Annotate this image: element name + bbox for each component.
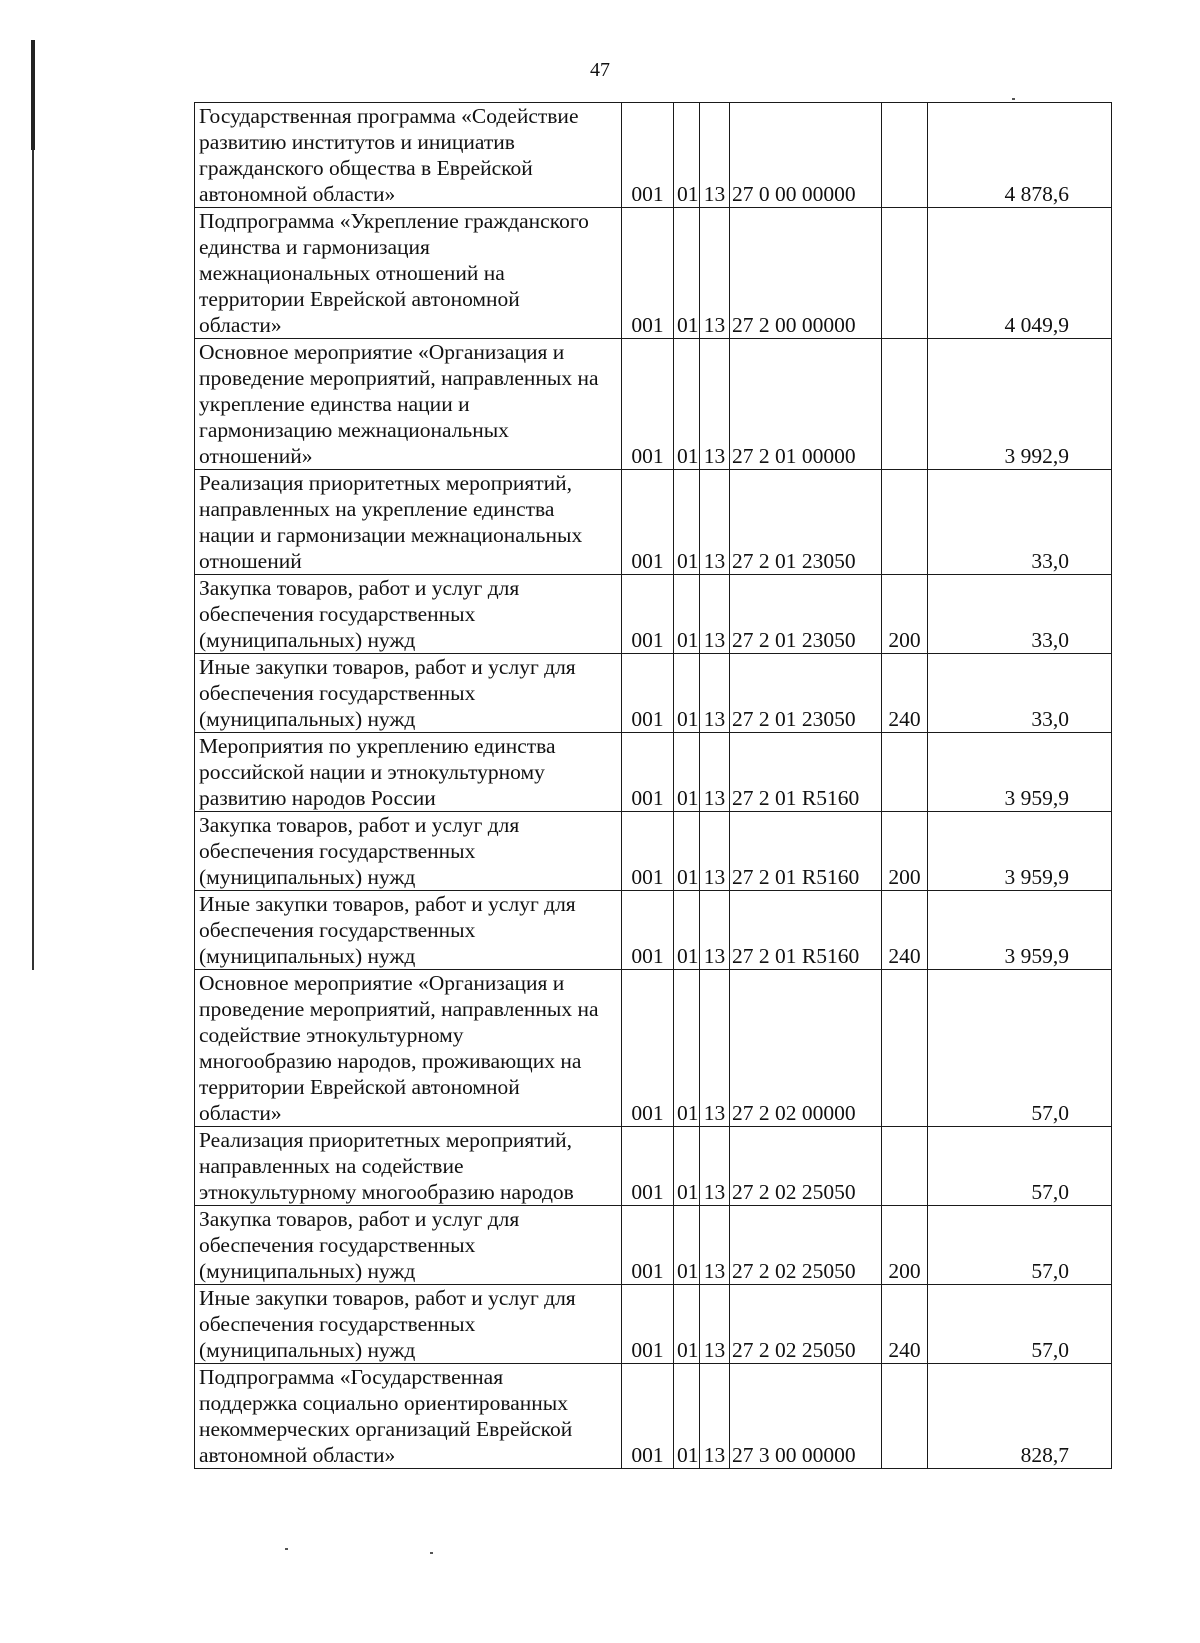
item-name-cell <box>195 103 622 208</box>
subsection-code-cell: 13 <box>700 208 730 339</box>
scan-speck <box>285 1548 288 1550</box>
section-code-cell: 01 <box>674 208 700 339</box>
expense-type-cell <box>882 470 928 575</box>
grbs-code-cell: 001 <box>622 970 674 1127</box>
grbs-code-cell: 001 <box>622 891 674 970</box>
item-name-line: обеспечения государственных <box>199 1312 476 1336</box>
item-name-cell <box>195 970 622 1127</box>
item-name-cell <box>195 1127 622 1206</box>
expense-type-cell <box>882 339 928 470</box>
expense-type-cell: 200 <box>882 1206 928 1285</box>
expense-type-cell: 200 <box>882 575 928 654</box>
item-name-line: Подпрограмма «Государственная <box>199 1365 504 1389</box>
subsection-code-cell: 13 <box>700 1127 730 1206</box>
scan-speck <box>430 1552 433 1554</box>
item-name-line: Закупка товаров, работ и услуг для <box>199 576 520 600</box>
grbs-code-cell: 001 <box>622 1364 674 1469</box>
table-row <box>195 733 1112 812</box>
amount-cell: 33,0 <box>928 575 1112 654</box>
section-code-cell: 01 <box>674 891 700 970</box>
item-name-line: направленных на содействие <box>199 1154 464 1178</box>
grbs-code-cell: 001 <box>622 812 674 891</box>
grbs-code-cell: 001 <box>622 1285 674 1364</box>
target-article-cell: 27 2 02 25050 <box>730 1206 882 1285</box>
target-article-cell: 27 2 01 00000 <box>730 339 882 470</box>
amount-cell: 57,0 <box>928 970 1112 1127</box>
target-article-cell: 27 2 01 R5160 <box>730 812 882 891</box>
table-row <box>195 1364 1112 1469</box>
table-row <box>195 103 1112 208</box>
grbs-code-cell: 001 <box>622 339 674 470</box>
subsection-code-cell: 13 <box>700 1364 730 1469</box>
scan-speck <box>1012 98 1015 100</box>
table-row <box>195 654 1112 733</box>
amount-cell: 4 878,6 <box>928 103 1112 208</box>
item-name-cell <box>195 1285 622 1364</box>
item-name-line: обеспечения государственных <box>199 839 476 863</box>
item-name-cell <box>195 208 622 339</box>
amount-cell: 828,7 <box>928 1364 1112 1469</box>
item-name-line: обеспечения государственных <box>199 1233 476 1257</box>
item-name-line: области» <box>199 1101 282 1125</box>
grbs-code-cell: 001 <box>622 733 674 812</box>
section-code-cell: 01 <box>674 1206 700 1285</box>
target-article-cell: 27 2 02 25050 <box>730 1127 882 1206</box>
item-name-line: отношений» <box>199 444 313 468</box>
target-article-cell: 27 2 00 00000 <box>730 208 882 339</box>
table-row <box>195 812 1112 891</box>
item-name-cell <box>195 1206 622 1285</box>
item-name-line: (муниципальных) нужд <box>199 944 416 968</box>
item-name-line: обеспечения государственных <box>199 918 476 942</box>
item-name-line: (муниципальных) нужд <box>199 1338 416 1362</box>
amount-cell: 3 959,9 <box>928 812 1112 891</box>
grbs-code-cell: 001 <box>622 103 674 208</box>
item-name-line: гармонизацию межнациональных <box>199 418 509 442</box>
item-name-line: Иные закупки товаров, работ и услуг для <box>199 1286 576 1310</box>
item-name-line: Подпрограмма «Укрепление гражданского <box>199 209 589 233</box>
item-name-line: этнокультурному многообразию народов <box>199 1180 574 1204</box>
expense-type-cell <box>882 1127 928 1206</box>
item-name-line: области» <box>199 313 282 337</box>
page-number: 47 <box>590 59 610 81</box>
item-name-cell <box>195 812 622 891</box>
subsection-code-cell: 13 <box>700 339 730 470</box>
item-name-line: (муниципальных) нужд <box>199 628 416 652</box>
item-name-line: Основное мероприятие «Организация и <box>199 340 565 364</box>
target-article-cell: 27 2 02 00000 <box>730 970 882 1127</box>
item-name-line: российской нации и этнокультурному <box>199 760 545 784</box>
table-row <box>195 1127 1112 1206</box>
grbs-code-cell: 001 <box>622 208 674 339</box>
amount-cell: 3 959,9 <box>928 733 1112 812</box>
item-name-line: содействие этнокультурному <box>199 1023 464 1047</box>
table-row <box>195 575 1112 654</box>
budget-table-body <box>195 103 1112 1469</box>
item-name-cell <box>195 575 622 654</box>
item-name-line: Реализация приоритетных мероприятий, <box>199 471 573 495</box>
grbs-code-cell: 001 <box>622 1127 674 1206</box>
item-name-line: укрепление единства нации и <box>199 392 470 416</box>
item-name-line: территории Еврейской автономной <box>199 1075 520 1099</box>
table-row <box>195 891 1112 970</box>
item-name-line: (муниципальных) нужд <box>199 707 416 731</box>
item-name-line: Основное мероприятие «Организация и <box>199 971 565 995</box>
subsection-code-cell: 13 <box>700 891 730 970</box>
item-name-cell <box>195 733 622 812</box>
section-code-cell: 01 <box>674 470 700 575</box>
amount-cell: 3 992,9 <box>928 339 1112 470</box>
table-row <box>195 208 1112 339</box>
target-article-cell: 27 2 01 R5160 <box>730 733 882 812</box>
amount-cell: 3 959,9 <box>928 891 1112 970</box>
item-name-line: территории Еврейской автономной <box>199 287 520 311</box>
section-code-cell: 01 <box>674 103 700 208</box>
item-name-line: развитию народов России <box>199 786 436 810</box>
subsection-code-cell: 13 <box>700 654 730 733</box>
subsection-code-cell: 13 <box>700 733 730 812</box>
amount-cell: 57,0 <box>928 1285 1112 1364</box>
scan-margin-mark <box>31 40 35 150</box>
expense-type-cell <box>882 208 928 339</box>
expense-type-cell: 240 <box>882 891 928 970</box>
item-name-line: проведение мероприятий, направленных на <box>199 997 599 1021</box>
target-article-cell: 27 2 01 23050 <box>730 575 882 654</box>
grbs-code-cell: 001 <box>622 575 674 654</box>
item-name-line: обеспечения государственных <box>199 602 476 626</box>
expense-type-cell <box>882 1364 928 1469</box>
amount-cell: 57,0 <box>928 1127 1112 1206</box>
section-code-cell: 01 <box>674 1364 700 1469</box>
item-name-line: проведение мероприятий, направленных на <box>199 366 599 390</box>
subsection-code-cell: 13 <box>700 103 730 208</box>
item-name-line: многообразию народов, проживающих на <box>199 1049 582 1073</box>
subsection-code-cell: 13 <box>700 812 730 891</box>
amount-cell: 4 049,9 <box>928 208 1112 339</box>
grbs-code-cell: 001 <box>622 470 674 575</box>
target-article-cell: 27 2 01 R5160 <box>730 891 882 970</box>
section-code-cell: 01 <box>674 812 700 891</box>
section-code-cell: 01 <box>674 654 700 733</box>
item-name-line: обеспечения государственных <box>199 681 476 705</box>
expense-type-cell: 240 <box>882 654 928 733</box>
subsection-code-cell: 13 <box>700 575 730 654</box>
expense-type-cell <box>882 103 928 208</box>
grbs-code-cell: 001 <box>622 1206 674 1285</box>
item-name-line: Иные закупки товаров, работ и услуг для <box>199 655 576 679</box>
subsection-code-cell: 13 <box>700 470 730 575</box>
target-article-cell: 27 0 00 00000 <box>730 103 882 208</box>
grbs-code-cell: 001 <box>622 654 674 733</box>
table-row <box>195 470 1112 575</box>
section-code-cell: 01 <box>674 970 700 1127</box>
item-name-line: (муниципальных) нужд <box>199 865 416 889</box>
item-name-line: некоммерческих организаций Еврейской <box>199 1417 573 1441</box>
scan-margin-line <box>32 40 34 970</box>
item-name-line: единства и гармонизация <box>199 235 430 259</box>
table-row <box>195 1206 1112 1285</box>
subsection-code-cell: 13 <box>700 970 730 1127</box>
item-name-line: Реализация приоритетных мероприятий, <box>199 1128 573 1152</box>
section-code-cell: 01 <box>674 1285 700 1364</box>
amount-cell: 33,0 <box>928 654 1112 733</box>
item-name-cell <box>195 654 622 733</box>
section-code-cell: 01 <box>674 339 700 470</box>
item-name-line: Мероприятия по укреплению единства <box>199 734 556 758</box>
table-row <box>195 339 1112 470</box>
target-article-cell: 27 2 01 23050 <box>730 470 882 575</box>
amount-cell: 33,0 <box>928 470 1112 575</box>
expense-type-cell <box>882 970 928 1127</box>
item-name-line: автономной области» <box>199 182 396 206</box>
budget-table <box>194 102 1112 1469</box>
subsection-code-cell: 13 <box>700 1206 730 1285</box>
item-name-cell <box>195 1364 622 1469</box>
item-name-line: Закупка товаров, работ и услуг для <box>199 813 520 837</box>
expense-type-cell <box>882 733 928 812</box>
table-row <box>195 970 1112 1127</box>
item-name-line: (муниципальных) нужд <box>199 1259 416 1283</box>
item-name-line: развитию институтов и инициатив <box>199 130 515 154</box>
target-article-cell: 27 2 01 23050 <box>730 654 882 733</box>
item-name-line: направленных на укрепление единства <box>199 497 555 521</box>
item-name-line: Государственная программа «Содействие <box>199 104 579 128</box>
item-name-line: Иные закупки товаров, работ и услуг для <box>199 892 576 916</box>
section-code-cell: 01 <box>674 1127 700 1206</box>
section-code-cell: 01 <box>674 575 700 654</box>
item-name-line: автономной области» <box>199 1443 396 1467</box>
section-code-cell: 01 <box>674 733 700 812</box>
amount-cell: 57,0 <box>928 1206 1112 1285</box>
expense-type-cell: 240 <box>882 1285 928 1364</box>
expense-type-cell: 200 <box>882 812 928 891</box>
target-article-cell: 27 3 00 00000 <box>730 1364 882 1469</box>
item-name-line: поддержка социально ориентированных <box>199 1391 568 1415</box>
item-name-line: Закупка товаров, работ и услуг для <box>199 1207 520 1231</box>
item-name-cell <box>195 470 622 575</box>
item-name-cell <box>195 891 622 970</box>
item-name-line: гражданского общества в Еврейской <box>199 156 533 180</box>
subsection-code-cell: 13 <box>700 1285 730 1364</box>
table-row <box>195 1285 1112 1364</box>
item-name-line: отношений <box>199 549 302 573</box>
item-name-line: нации и гармонизации межнациональных <box>199 523 583 547</box>
target-article-cell: 27 2 02 25050 <box>730 1285 882 1364</box>
item-name-line: межнациональных отношений на <box>199 261 505 285</box>
item-name-cell <box>195 339 622 470</box>
